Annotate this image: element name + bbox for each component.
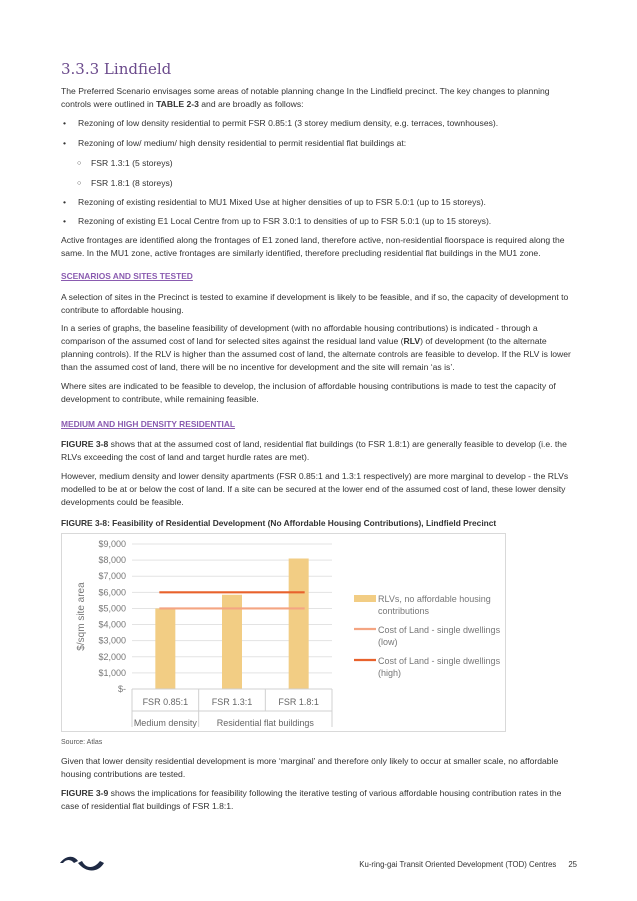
y-tick-label: $4,000 xyxy=(98,619,126,630)
page-number: 25 xyxy=(568,860,577,869)
scenarios-paragraph-1: A selection of sites in the Precinct is tested to examine if development is likely to be feasible, and if so, the capacity of development to contribute to affordable housing. xyxy=(61,292,569,315)
legend-label: contributions xyxy=(378,606,430,616)
circle-bullet-icon: ○ xyxy=(77,180,82,187)
section-heading: 3.3.3 Lindfield xyxy=(61,60,172,78)
table-reference: TABLE 2-3 xyxy=(156,99,199,109)
intro-text-start: The Preferred Scenario envisages some areas of notable planning change In the Lindfield precinct. The key changes to planning controls were outlined in xyxy=(61,86,550,109)
sub-bullet-text: FSR 1.8:1 (8 storeys) xyxy=(91,178,173,188)
legend-label: Cost of Land - single dwellings xyxy=(378,625,501,635)
scenarios-text-end: ) of development (to the alternate planning controls). If the RLV is higher than the assumed cost of land, the alternate controls are feasible to develop. If the RLV is lower than the assumed cost of land, there will be no incentive for development and the site will remain ‘as is’. xyxy=(61,336,571,372)
bullet-text: Rezoning of existing residential to MU1 Mixed Use at higher densities of up to FSR 5.0:1 (up to 15 storeys). xyxy=(78,197,486,207)
intro-paragraph xyxy=(61,85,577,111)
footer-document-title: Ku-ring-gai Transit Oriented Development (TOD) Centres xyxy=(359,860,557,869)
circle-bullet-icon: ○ xyxy=(77,160,82,167)
scenarios-paragraph-2 xyxy=(61,322,577,374)
figure-reference: FIGURE 3-9 xyxy=(61,788,109,798)
figure-title: FIGURE 3-8: Feasibility of Residential Development (No Affordable Housing Contributions), Lindfield Precinct xyxy=(61,518,497,528)
chart-canvas xyxy=(62,534,505,731)
y-tick-label: $3,000 xyxy=(98,635,126,646)
closing-text: shows the implications for feasibility following the iterative testing of various affordable housing contribution rates in the case of residential flat buildings of FSR 1.8:1. xyxy=(61,788,562,811)
scenarios-paragraph-3: Where sites are indicated to be feasible to develop, the inclusion of affordable housing contributions is made to test the capacity of development to contribute, while remaining feasible. xyxy=(61,381,556,404)
legend-label: RLVs, no affordable housing xyxy=(378,594,491,604)
figure-source: Source: Atlas xyxy=(61,739,103,746)
x-tick-label: FSR 1.3:1 xyxy=(211,697,253,707)
bullet-text: Rezoning of existing E1 Local Centre from up to FSR 3.0:1 to densities of up to FSR 5.0:1 (up to 15 storeys). xyxy=(78,216,492,226)
legend-swatch-bar xyxy=(354,595,376,602)
intro-text-end: and are broadly as follows: xyxy=(198,99,304,109)
y-tick-label: $8,000 xyxy=(98,555,126,566)
y-tick-label: $5,000 xyxy=(98,603,126,614)
atlas-logo-icon xyxy=(60,851,104,871)
y-axis-label: $/sqm site area xyxy=(76,582,87,651)
figure-reference: FIGURE 3-8 xyxy=(61,439,109,449)
bar-fsr-1-8-1 xyxy=(289,559,309,690)
medium-high-section-label: MEDIUM AND HIGH DENSITY RESIDENTIAL xyxy=(61,419,236,429)
x-tick-label: FSR 0.85:1 xyxy=(142,697,189,707)
closing-paragraph-1: Given that lower density residential development is more ‘marginal’ and therefore only likely to occur at smaller scale, no affordable housing contributions are tested. xyxy=(61,756,559,779)
legend-label: Cost of Land - single dwellings xyxy=(378,656,501,666)
y-tick-label: $1,000 xyxy=(98,667,126,678)
sub-bullet-text: FSR 1.3:1 (5 storeys) xyxy=(91,158,173,168)
medium-high-paragraph-2: However, medium density and lower density apartments (FSR 0.85:1 and 1.3:1 respectively) are more marginal to develop - the RLVs modelled to be at or below the cost of land. If a site can be secured at the lower end of the assumed cost of land, these lower density developments could be feasible. xyxy=(61,471,569,507)
bar-fsr-0-85-1 xyxy=(155,608,175,689)
scenarios-section-label: SCENARIOS AND SITES TESTED xyxy=(61,271,193,281)
bullet-text: Rezoning of low/ medium/ high density residential to permit residential flat buildings at: xyxy=(78,138,407,148)
bullet-dot-icon: • xyxy=(63,118,67,128)
y-tick-label: $- xyxy=(117,684,126,694)
x-tick-label: FSR 1.8:1 xyxy=(278,697,319,707)
scenarios-text-start: In a series of graphs, the baseline feasibility of development (with no affordable housing contributions) is indicated - through a comparison of the assumed cost of land for selected sites against the residual land value ( xyxy=(61,323,538,346)
medium-high-paragraph-1 xyxy=(61,438,577,464)
legend-label: (low) xyxy=(378,637,398,647)
medium-high-text: shows that at the assumed cost of land, residential flat buildings (to FSR 1.8:1) are generally feasible to develop (i.e. the RLVs exceeding the cost of land and target hurdle rates are met). xyxy=(61,439,567,462)
y-tick-label: $9,000 xyxy=(98,539,126,549)
bullet-dot-icon: • xyxy=(63,216,67,226)
active-frontages-paragraph: Active frontages are identified along the frontages of E1 zoned land, therefore active, non-residential floorspace is required along the same. In the MU1 zone, active frontages are similarly identified, therefore precluding residential flat buildings in the MU1 zone. xyxy=(61,235,565,258)
page-footer xyxy=(359,860,577,869)
category-group-label: Residential flat buildings xyxy=(216,718,314,728)
rlv-abbreviation: RLV xyxy=(403,336,421,346)
legend-label: (high) xyxy=(378,668,402,678)
y-tick-label: $2,000 xyxy=(98,651,126,662)
bullet-dot-icon: • xyxy=(63,197,67,207)
bullet-text: Rezoning of low density residential to permit FSR 0.85:1 (3 storey medium density, e.g. terraces, townhouses). xyxy=(78,118,499,128)
y-tick-label: $7,000 xyxy=(98,571,126,582)
closing-paragraph-2 xyxy=(61,787,577,813)
y-tick-label: $6,000 xyxy=(98,587,126,598)
category-group-label: Medium density xyxy=(133,718,197,728)
feasibility-chart xyxy=(61,533,506,732)
bullet-dot-icon: • xyxy=(63,138,67,148)
